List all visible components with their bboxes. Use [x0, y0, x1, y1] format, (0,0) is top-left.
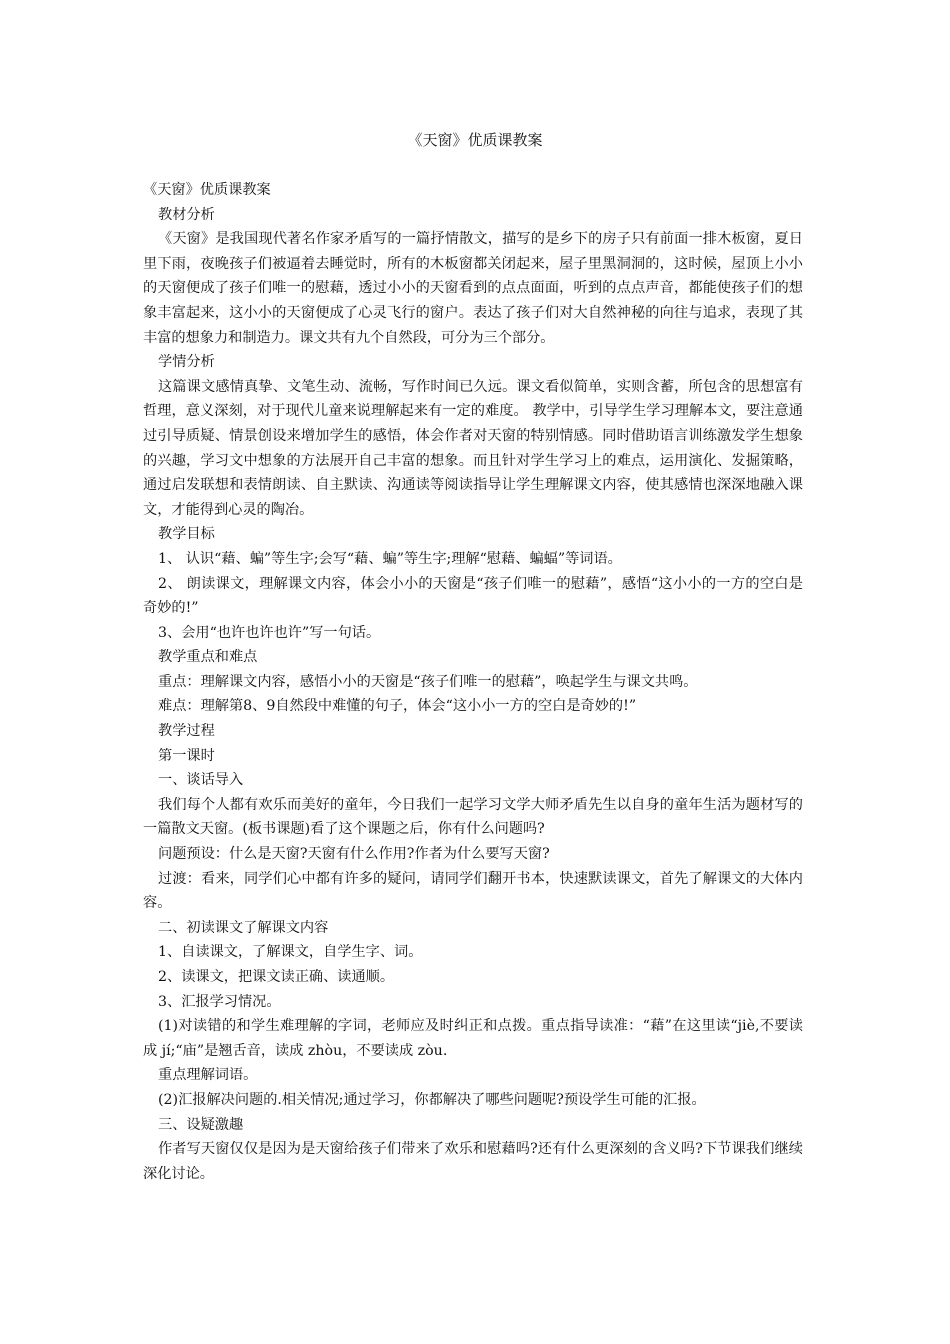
- paragraph-inspire: 作者写天窗仅仅是因为是天窗给孩子们带来了欢乐和慰藉吗?还有什么更深刻的含义吗?下节课我们继续深化讨论。: [143, 1141, 803, 1182]
- lesson-heading-first: 第一课时: [158, 747, 215, 764]
- step-heading-first-reading: 二、初读课文了解课文内容: [158, 919, 329, 936]
- difficult-point: 难点：理解第8、9自然段中难懂的句子，体会“这小小一方的空白是奇妙的!”: [158, 698, 637, 715]
- body-heading: 《天窗》优质课教案: [143, 182, 271, 198]
- section-heading-teaching-goals: 教学目标: [158, 526, 215, 543]
- goal-item-3: 3、会用“也许也许也许”写一句话。: [158, 624, 381, 641]
- report-vocabulary: 重点理解词语。: [158, 1067, 258, 1084]
- reading-item-3: 3、汇报学习情况。: [158, 993, 281, 1010]
- step-heading-intro: 一、谈话导入: [158, 772, 244, 789]
- paragraph-student-analysis: 这篇课文感情真挚、文笔生动、流畅，写作时间已久远。课文看似简单，实则含蓄，所包含的思想富有哲理，意义深刻，对于现代儿童来说理解起来有一定的难度。 教学中，引导学生学习理解本文，要注意通过引导质疑、情景创设来增加学生的感悟，体会作者对天窗的特别情感。同时借助语言训练激发学生想象的兴趣，学习文中想象的方法展开自己丰富的想象。而且针对学生学习上的难点，运用演化、发掘策略，通过启发联想和表情朗读、自主默读、沟通读等阅读指导让学生理解课文内容，使其感情也深深地融入课文，才能得到心灵的陶冶。: [143, 378, 803, 518]
- document-title: 《天窗》优质课教案: [407, 131, 543, 149]
- goal-item-1: 1、 认识“藉、蝙”等生字;会写“藉、蝙”等生字;理解“慰藉、蝙蝠”等词语。: [158, 550, 622, 567]
- section-heading-student-analysis: 学情分析: [158, 354, 215, 371]
- paragraph-intro: 我们每个人都有欢乐而美好的童年，今日我们一起学习文学大师矛盾先生以自身的童年生活为题材写的一篇散文天窗。(板书课题)看了这个课题之后，你有什么问题吗?: [143, 796, 803, 838]
- goal-item-2: 2、 朗读课文，理解课文内容，体会小小的天窗是“孩子们唯一的慰藉”，感悟“这小小的一方的空白是奇妙的!”: [143, 575, 803, 617]
- section-heading-teaching-process: 教学过程: [158, 723, 215, 740]
- step-heading-inspire: 三、设疑激趣: [158, 1116, 244, 1133]
- section-heading-textbook-analysis: 教材分析: [158, 206, 215, 223]
- reading-item-1: 1、自读课文，了解课文，自学生字、词。: [158, 944, 423, 961]
- paragraph-textbook-analysis: 《天窗》是我国现代著名作家矛盾写的一篇抒情散文，描写的是乡下的房子只有前面一排木板窗，夏日里下雨，夜晚孩子们被逼着去睡觉时，所有的木板窗都关闭起来，屋子里黑洞洞的，这时候，屋顶上小小的天窗便成了孩子们唯一的慰藉，透过小小的天窗看到的点点面面，听到的点点声音，都能使孩子们的想象丰富起来，这小小的天窗便成了心灵飞行的窗户。表达了孩子们对大自然神秘的向往与追求，表现了其丰富的想象力和制造力。课文共有九个自然段，可分为三个部分。: [143, 231, 803, 346]
- paragraph-question-preset: 问题预设：什么是天窗?天窗有什么作用?作者为什么要写天窗?: [158, 846, 550, 863]
- paragraph-transition: 过渡：看来，同学们心中都有许多的疑问，请同学们翻开书本，快速默读课文，首先了解课文的大体内容。: [143, 870, 803, 912]
- report-item-1: (1)对读错的和学生难理解的字词，老师应及时纠正和点拨。重点指导读准：“藉”在这里读“jiè,不要读成 jí;“庙”是翘舌音，读成 zhòu，不要读成 zòu.: [143, 1018, 803, 1059]
- document-body: [143, 178, 803, 1186]
- reading-item-2: 2、读课文，把课文读正确、读通顺。: [158, 969, 395, 985]
- section-heading-key-points: 教学重点和难点: [158, 649, 258, 666]
- report-item-2: (2)汇报解决问题的.相关情况;通过学习，你都解决了哪些问题呢?预设学生可能的汇报。: [158, 1091, 706, 1108]
- key-point: 重点：理解课文内容，感悟小小的天窗是“孩子们唯一的慰藉”，唤起学生与课文共鸣。: [158, 673, 698, 690]
